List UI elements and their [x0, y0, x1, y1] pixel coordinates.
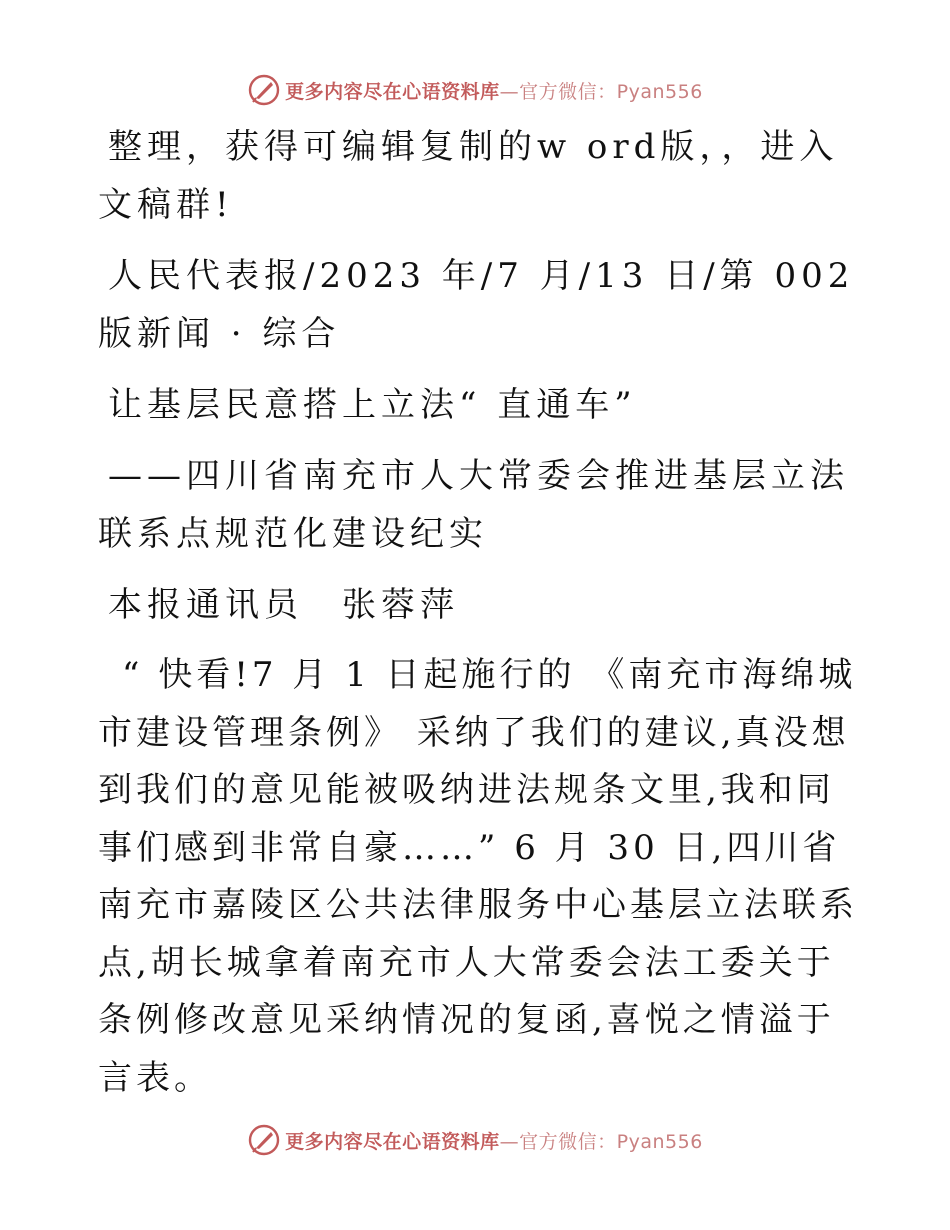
source-line: 人民代表报/2023 年/7 月/13 日/第 002 版新闻 · 综合	[98, 256, 855, 354]
byline: 本报通讯员 张蓉萍	[108, 585, 459, 625]
intro-paragraph: 整理，获得可编辑复制的w ord版，，进入文稿群!	[98, 127, 839, 225]
body-paragraph: “ 快看!7 月 1 日起施行的 《南充市海绵城市建设管理条例》 采纳了我们的建议,真没想到我们的意见能被吸纳进法规条文里,我和同事们感到非常自豪……” 6 月 30 日,四川省南充市嘉陵区公共法律服务中心基层立法联系点,胡长城拿着南充市人大常委会法工委关于条例修改意见采纳情况的复函,喜悦之情溢于言表。	[98, 655, 858, 1098]
headline: 让基层民意搭上立法“ 直通车”	[108, 385, 637, 425]
subheadline: ——四川省南充市人大常委会推进基层立法联系点规范化建设纪实	[98, 456, 849, 554]
watermark-contact-text: —官方微信：Pyan556	[499, 1130, 703, 1153]
quill-logo-icon	[247, 1123, 281, 1157]
quill-logo-icon	[247, 73, 281, 107]
watermark-footer	[0, 1120, 950, 1160]
document-body	[98, 118, 858, 1120]
watermark-main-text: 更多内容尽在心语资料库	[285, 80, 500, 103]
watermark-contact-text: —官方微信：Pyan556	[499, 80, 703, 103]
watermark-header	[0, 70, 950, 110]
watermark-main-text: 更多内容尽在心语资料库	[285, 1130, 500, 1153]
